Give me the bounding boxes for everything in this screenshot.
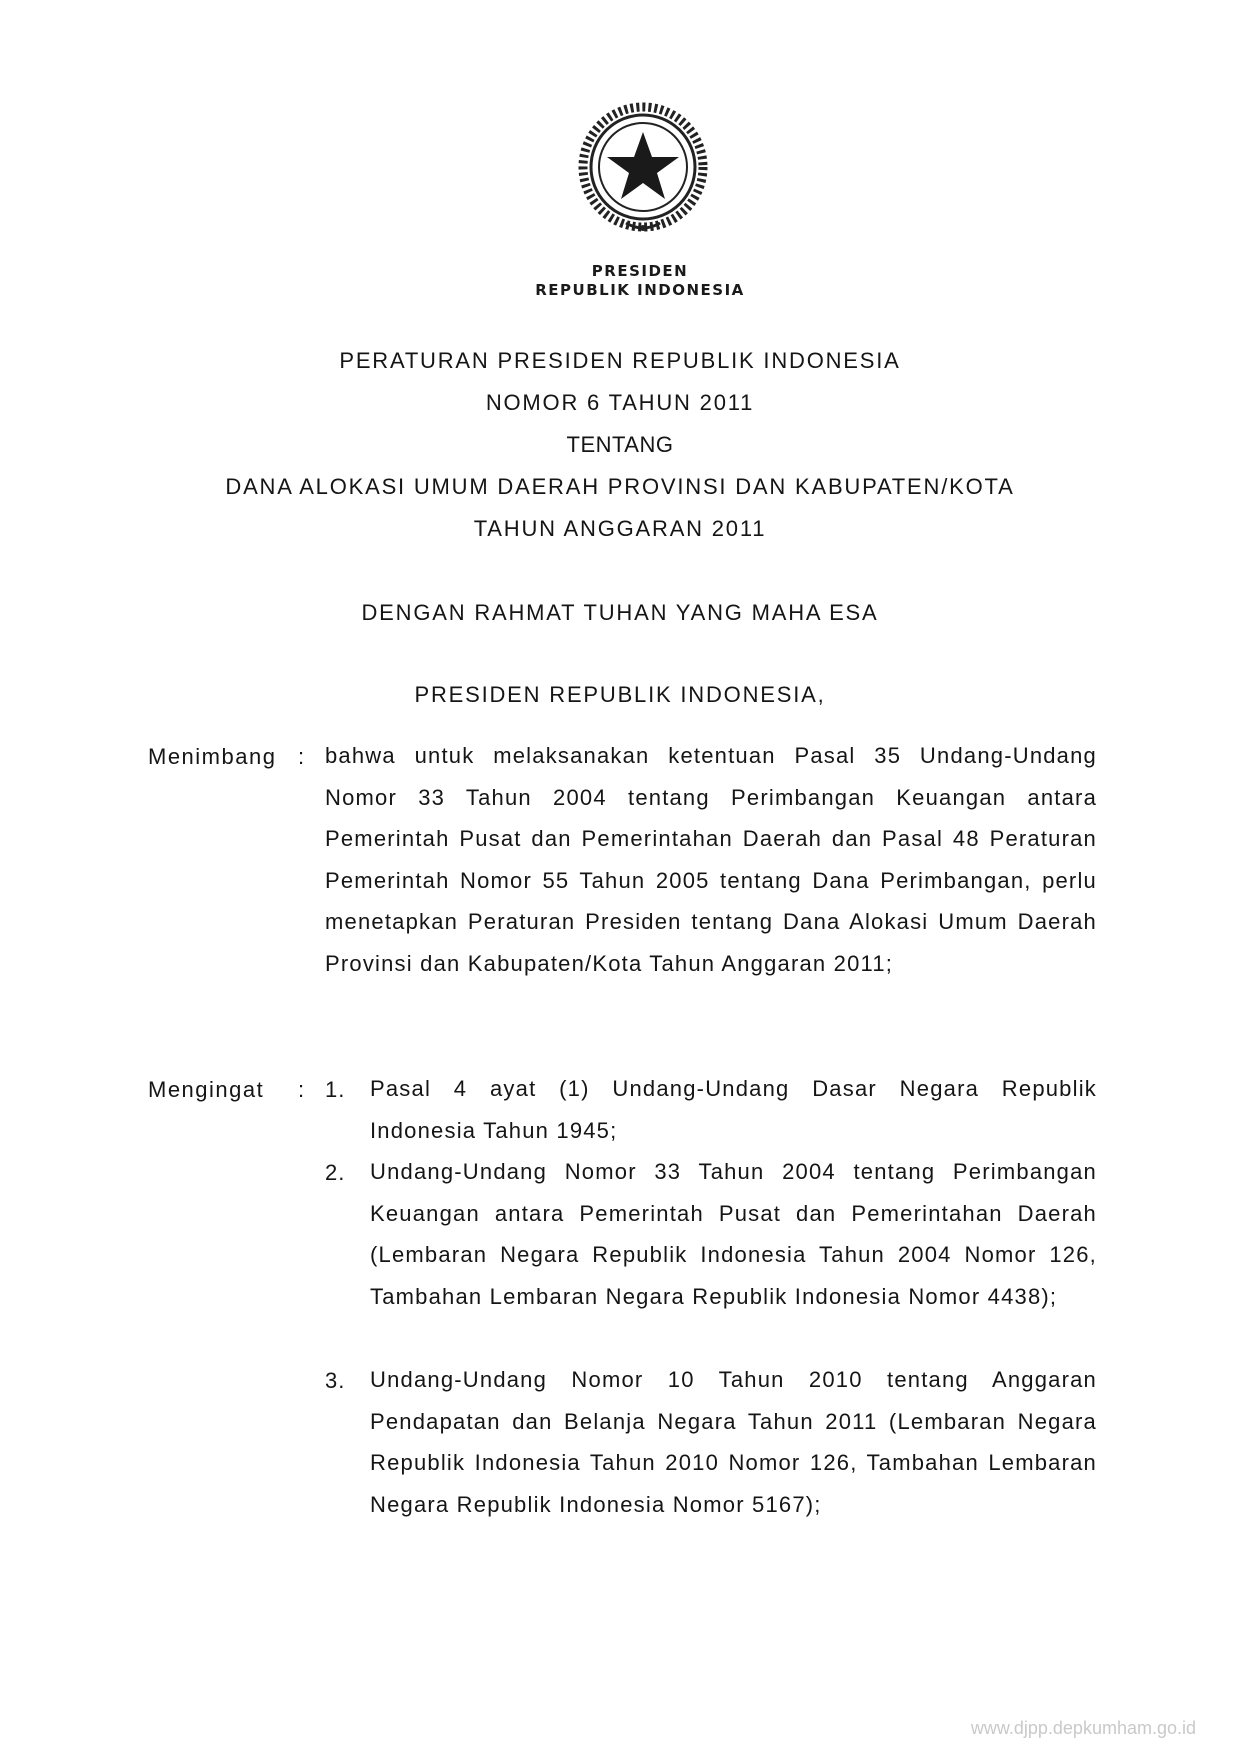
regulation-subject: DANA ALOKASI UMUM DAERAH PROVINSI DAN KABUPATEN/KOTA xyxy=(225,474,1015,499)
presidential-emblem-icon xyxy=(568,95,718,245)
mengingat-item-text: Pasal 4 ayat (1) Undang-Undang Dasar Negara Republik Indonesia Tahun 1945; xyxy=(370,1076,1097,1143)
issuer-line: PRESIDEN REPUBLIK INDONESIA, xyxy=(414,682,826,707)
emblem-caption-line1: PRESIDEN xyxy=(591,262,689,280)
menimbang-colon: : xyxy=(298,744,305,769)
regulation-number: NOMOR 6 TAHUN 2011 xyxy=(485,390,755,415)
mengingat-item-text: Undang-Undang Nomor 10 Tahun 2010 tentang Anggaran Pendapatan dan Belanja Negara Tahun 2011 (Lembaran Negara Republik Indonesia Tahun 2010 Nomor 126, Tambahan Lembaran Negara Republik Indonesia Nomor 5167); xyxy=(370,1367,1097,1517)
mengingat-item-number: 2. xyxy=(325,1160,346,1185)
mengingat-label: Mengingat xyxy=(148,1077,265,1102)
blessing-line: DENGAN RAHMAT TUHAN YANG MAHA ESA xyxy=(361,600,879,625)
mengingat-item-number: 1. xyxy=(325,1077,346,1102)
regulation-title: PERATURAN PRESIDEN REPUBLIK INDONESIA xyxy=(339,348,901,373)
mengingat-colon: : xyxy=(298,1077,305,1102)
menimbang-label: Menimbang xyxy=(148,744,277,769)
emblem-caption-line2: REPUBLIK INDONESIA xyxy=(535,281,745,299)
source-url: www.djpp.depkumham.go.id xyxy=(970,1718,1196,1738)
regulation-fiscal-year: TAHUN ANGGARAN 2011 xyxy=(473,516,767,541)
mengingat-item-text: Undang-Undang Nomor 33 Tahun 2004 tentang Perimbangan Keuangan antara Pemerintah Pusat dan Pemerintahan Daerah (Lembaran Negara Republik Indonesia Tahun 2004 Nomor 126, Tambahan Lembaran Negara Republik Indonesia Nomor 4438); xyxy=(370,1159,1097,1309)
menimbang-text: bahwa untuk melaksanakan ketentuan Pasal 35 Undang-Undang Nomor 33 Tahun 2004 tentang Perimbangan Keuangan antara Pemerintah Pusat dan Pemerintahan Daerah dan Pasal 48 Peraturan Pemerintah Nomor 55 Tahun 2005 tentang Dana Perimbangan, perlu menetapkan Peraturan Presiden tentang Dana Alokasi Umum Daerah Provinsi dan Kabupaten/Kota Tahun Anggaran 2011; xyxy=(325,743,1097,976)
regulation-about: TENTANG xyxy=(566,432,674,457)
mengingat-item-number: 3. xyxy=(325,1368,346,1393)
